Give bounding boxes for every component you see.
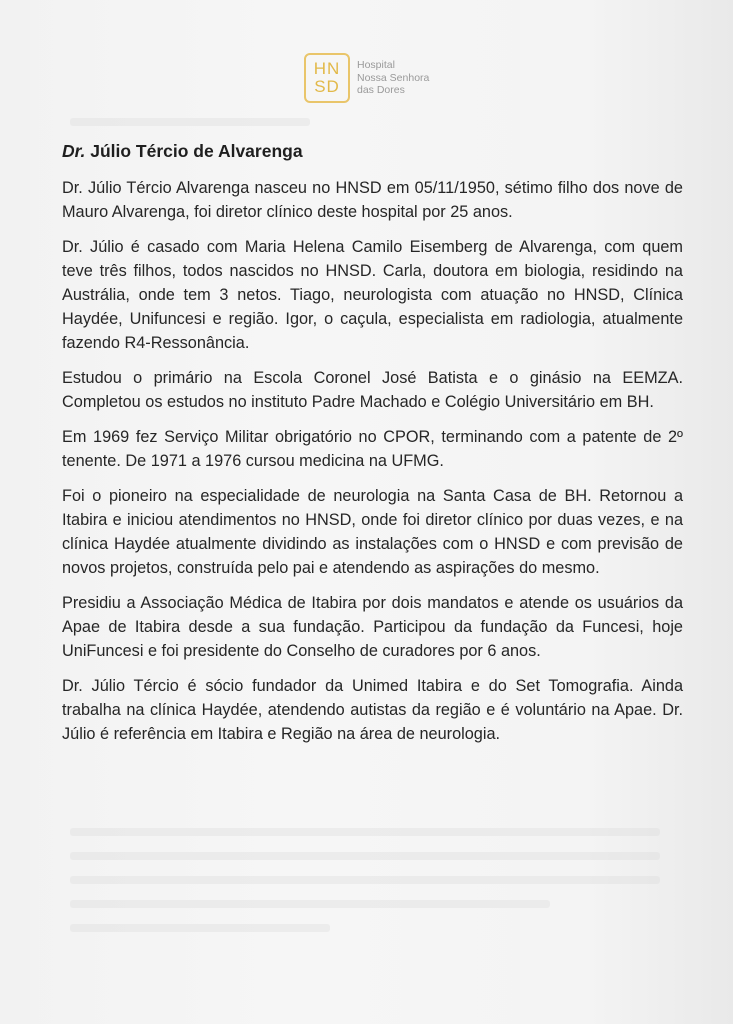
paragraph-current: Dr. Júlio Tércio é sócio fundador da Unimed Itabira e do Set Tomografia. Ainda trabalha na clínica Haydée, atendendo autistas da região e é voluntário na Apae. Dr. Júlio é referência em Itabira e Região na área de neurologia. xyxy=(62,677,683,743)
logo-text xyxy=(357,59,429,97)
bleed-through-line xyxy=(70,118,310,126)
logo-line: Nossa Senhora xyxy=(357,71,430,84)
article-title xyxy=(62,141,683,162)
hospital-logo xyxy=(304,53,429,103)
title-prefix: Dr. xyxy=(62,141,86,161)
logo-mark xyxy=(304,53,350,103)
paragraph-career: Foi o pioneiro na especialidade de neurologia na Santa Casa de BH. Retornou a Itabira e iniciou atendimentos no HNSD, onde foi diretor clínico por duas vezes, e na clínica Haydée atualmente dividindo as instalações com o HNSD e com previsão de novos projetos, construída pelo pai e atendendo as aspirações do mesmo. xyxy=(62,487,683,577)
article xyxy=(62,141,683,757)
bleed-through-line xyxy=(70,828,660,836)
title-name: Júlio Tércio de Alvarenga xyxy=(90,141,303,161)
paragraph-associations: Presidiu a Associação Médica de Itabira por dois mandatos e atende os usuários da Apae de Itabira desde a sua fundação. Participou da fundação da Funcesi, hoje UniFuncesi e foi presidente do Conselho de curadores por 6 anos. xyxy=(62,594,683,660)
bleed-through-line xyxy=(70,924,330,932)
logo-mark-top: HN xyxy=(313,59,341,78)
bleed-through-line xyxy=(70,852,660,860)
bleed-through-line xyxy=(70,876,660,884)
paragraph-education: Estudou o primário na Escola Coronel José Batista e o ginásio na EEMZA. Completou os estudos no instituto Padre Machado e Colégio Universitário em BH. xyxy=(62,369,683,411)
bleed-through-line xyxy=(70,900,550,908)
logo-mark-bottom: SD xyxy=(314,77,340,96)
logo-line: Hospital xyxy=(357,59,395,72)
paragraph-birth: Dr. Júlio Tércio Alvarenga nasceu no HNSD em 05/11/1950, sétimo filho dos nove de Mauro Alvarenga, foi diretor clínico deste hospital por 25 anos. xyxy=(62,179,683,221)
paragraph-family: Dr. Júlio é casado com Maria Helena Camilo Eisemberg de Alvarenga, com quem teve três filhos, todos nascidos no HNSD. Carla, doutora em biologia, residindo na Austrália, onde tem 3 netos. Tiago, neurologista com atuação no HNSD, Clínica Haydée, Unifuncesi e região. Igor, o caçula, especialista em radiologia, atualmente fazendo R4-Ressonância. xyxy=(62,238,683,352)
paragraph-military: Em 1969 fez Serviço Militar obrigatório no CPOR, terminando com a patente de 2º tenente. De 1971 a 1976 cursou medicina na UFMG. xyxy=(62,428,683,470)
logo-line: das Dores xyxy=(357,84,405,97)
